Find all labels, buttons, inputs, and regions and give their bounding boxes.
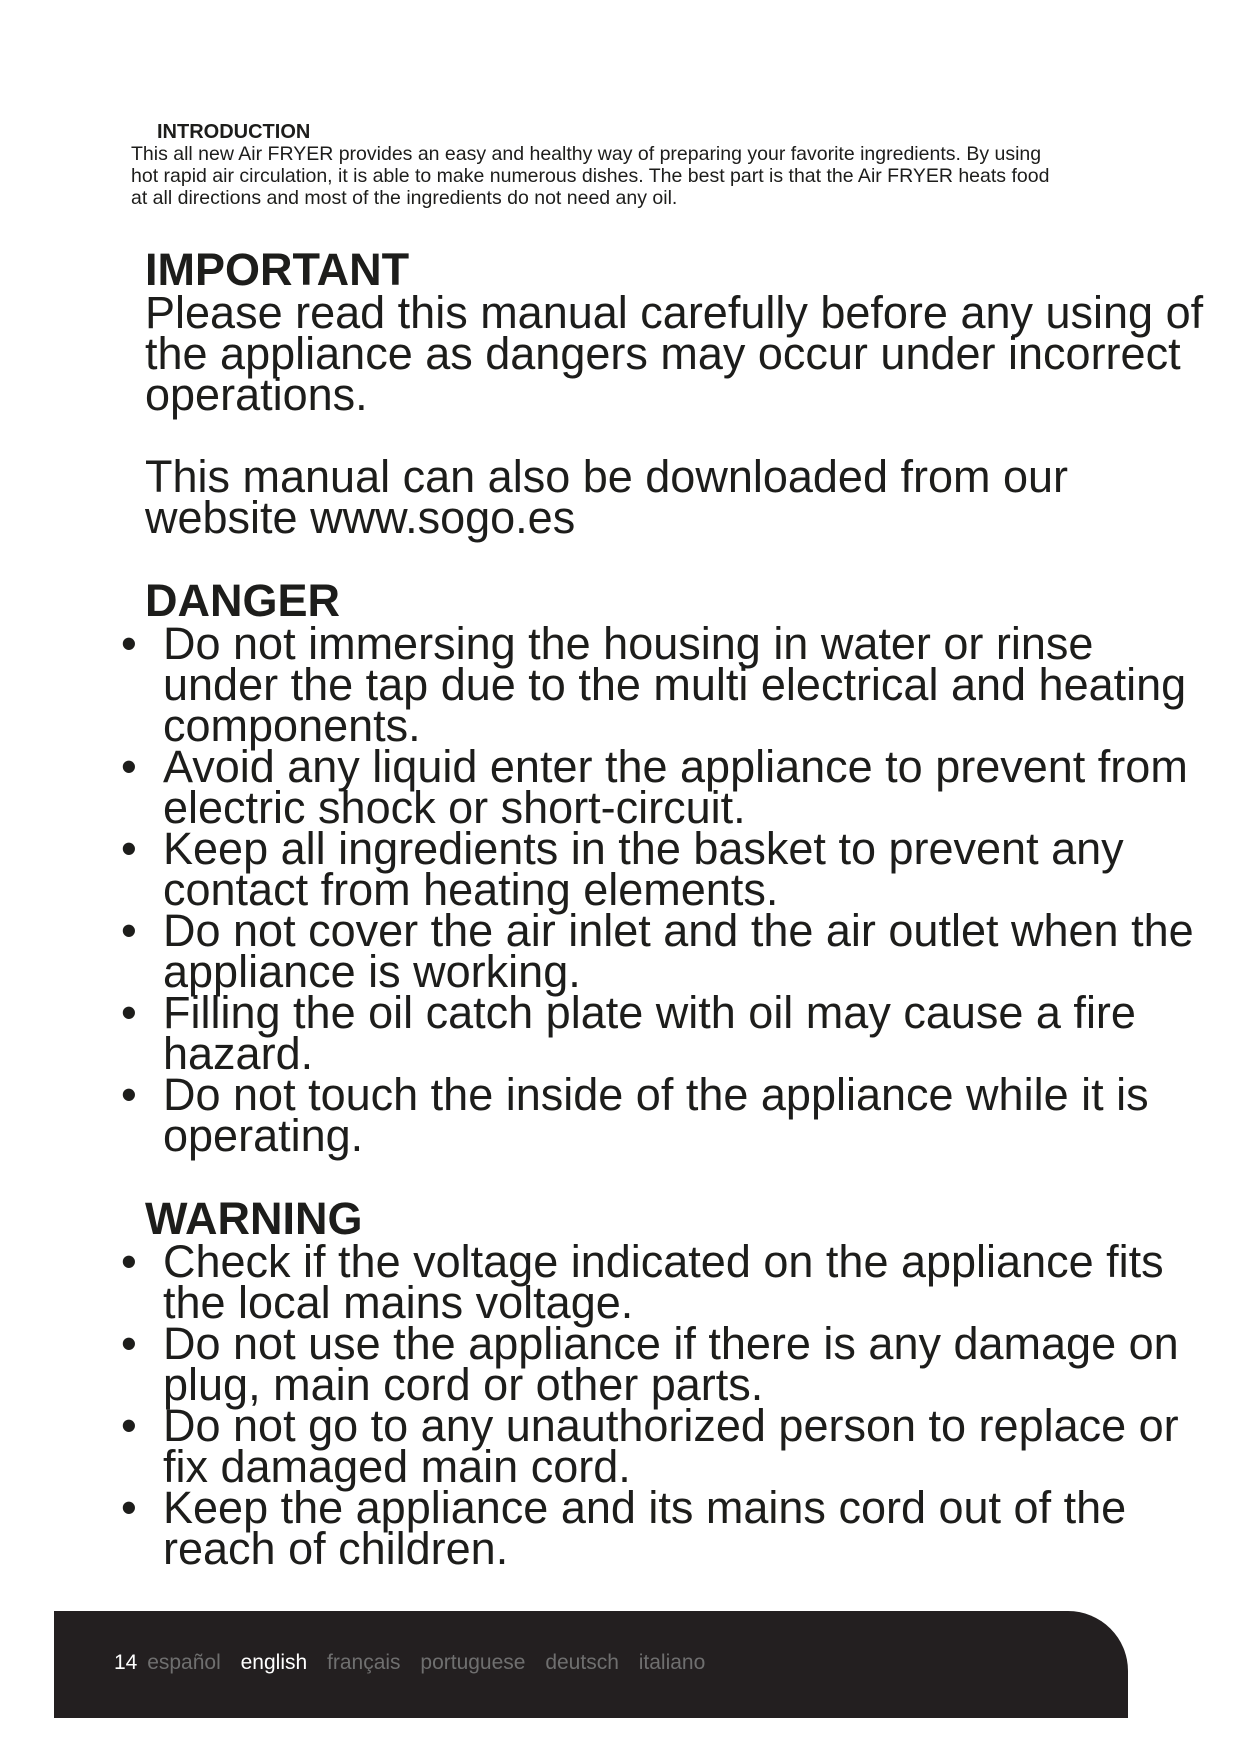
- language-english: english: [240, 1651, 308, 1674]
- language-francais: français: [327, 1651, 401, 1674]
- bullet-icon: •: [121, 741, 137, 792]
- bullet-icon: •: [121, 987, 137, 1038]
- language-bar: [114, 1651, 719, 1675]
- warning-item: • Do not go to any unauthorized person to replace or fix damaged main cord.: [121, 1400, 1179, 1492]
- language-italiano: italiano: [638, 1651, 706, 1674]
- bullet-icon: •: [121, 823, 137, 874]
- danger-item: • Avoid any liquid enter the appliance to prevent from electric shock or short-circuit.: [121, 741, 1188, 833]
- download-note: This manual can also be downloaded from our website www.sogo.es: [145, 451, 1069, 543]
- bullet-icon: •: [121, 1236, 137, 1287]
- bullet-icon: •: [121, 1400, 137, 1451]
- warning-item: • Check if the voltage indicated on the appliance fits the local mains voltage.: [121, 1236, 1164, 1328]
- language-espanol: español: [147, 1651, 221, 1674]
- danger-heading: DANGER: [145, 575, 341, 626]
- footer-bar: [54, 1611, 1128, 1718]
- danger-item: • Do not cover the air inlet and the air outlet when the appliance is working.: [121, 905, 1194, 997]
- danger-item: • Filling the oil catch plate with oil may cause a fire hazard.: [121, 987, 1136, 1079]
- introduction-title: INTRODUCTION: [157, 121, 311, 143]
- important-text: Please read this manual carefully before any using of the appliance as dangers may occur under incorrect operations.: [145, 287, 1204, 420]
- spacer: [145, 415, 1205, 456]
- language-portuguese: portuguese: [420, 1651, 526, 1674]
- language-deutsch: deutsch: [545, 1651, 619, 1674]
- warning-item: • Do not use the appliance if there is any damage on plug, main cord or other parts.: [121, 1318, 1179, 1410]
- bullet-icon: •: [121, 1318, 137, 1369]
- bullet-icon: •: [121, 618, 137, 669]
- manual-content: [121, 244, 1205, 1574]
- spacer: [145, 1156, 1205, 1197]
- warning-heading: WARNING: [145, 1193, 363, 1244]
- danger-item: • Keep all ingredients in the basket to prevent any contact from heating elements.: [121, 823, 1124, 915]
- bullet-icon: •: [121, 1069, 137, 1120]
- danger-item: • Do not touch the inside of the appliance while it is operating.: [121, 1069, 1149, 1161]
- bullet-icon: •: [121, 905, 137, 956]
- bullet-icon: •: [121, 1482, 137, 1533]
- important-heading: IMPORTANT: [145, 244, 410, 295]
- danger-list: [121, 618, 1205, 1161]
- danger-item: • Do not immersing the housing in water or rinse under the tap due to the multi electrical and heating components.: [121, 618, 1187, 751]
- introduction-body: This all new Air FRYER provides an easy and healthy way of preparing your favorite ingredients. By using hot rapid air circulation, it is able to make numerous dishes. The best part is that the Air FRYER heats food at all directions and most of the ingredients do not need any oil.: [131, 143, 1050, 209]
- spacer: [145, 538, 1205, 579]
- warning-list: [121, 1236, 1205, 1574]
- page-number: 14: [114, 1651, 138, 1674]
- warning-item: • Keep the appliance and its mains cord out of the reach of children.: [121, 1482, 1127, 1574]
